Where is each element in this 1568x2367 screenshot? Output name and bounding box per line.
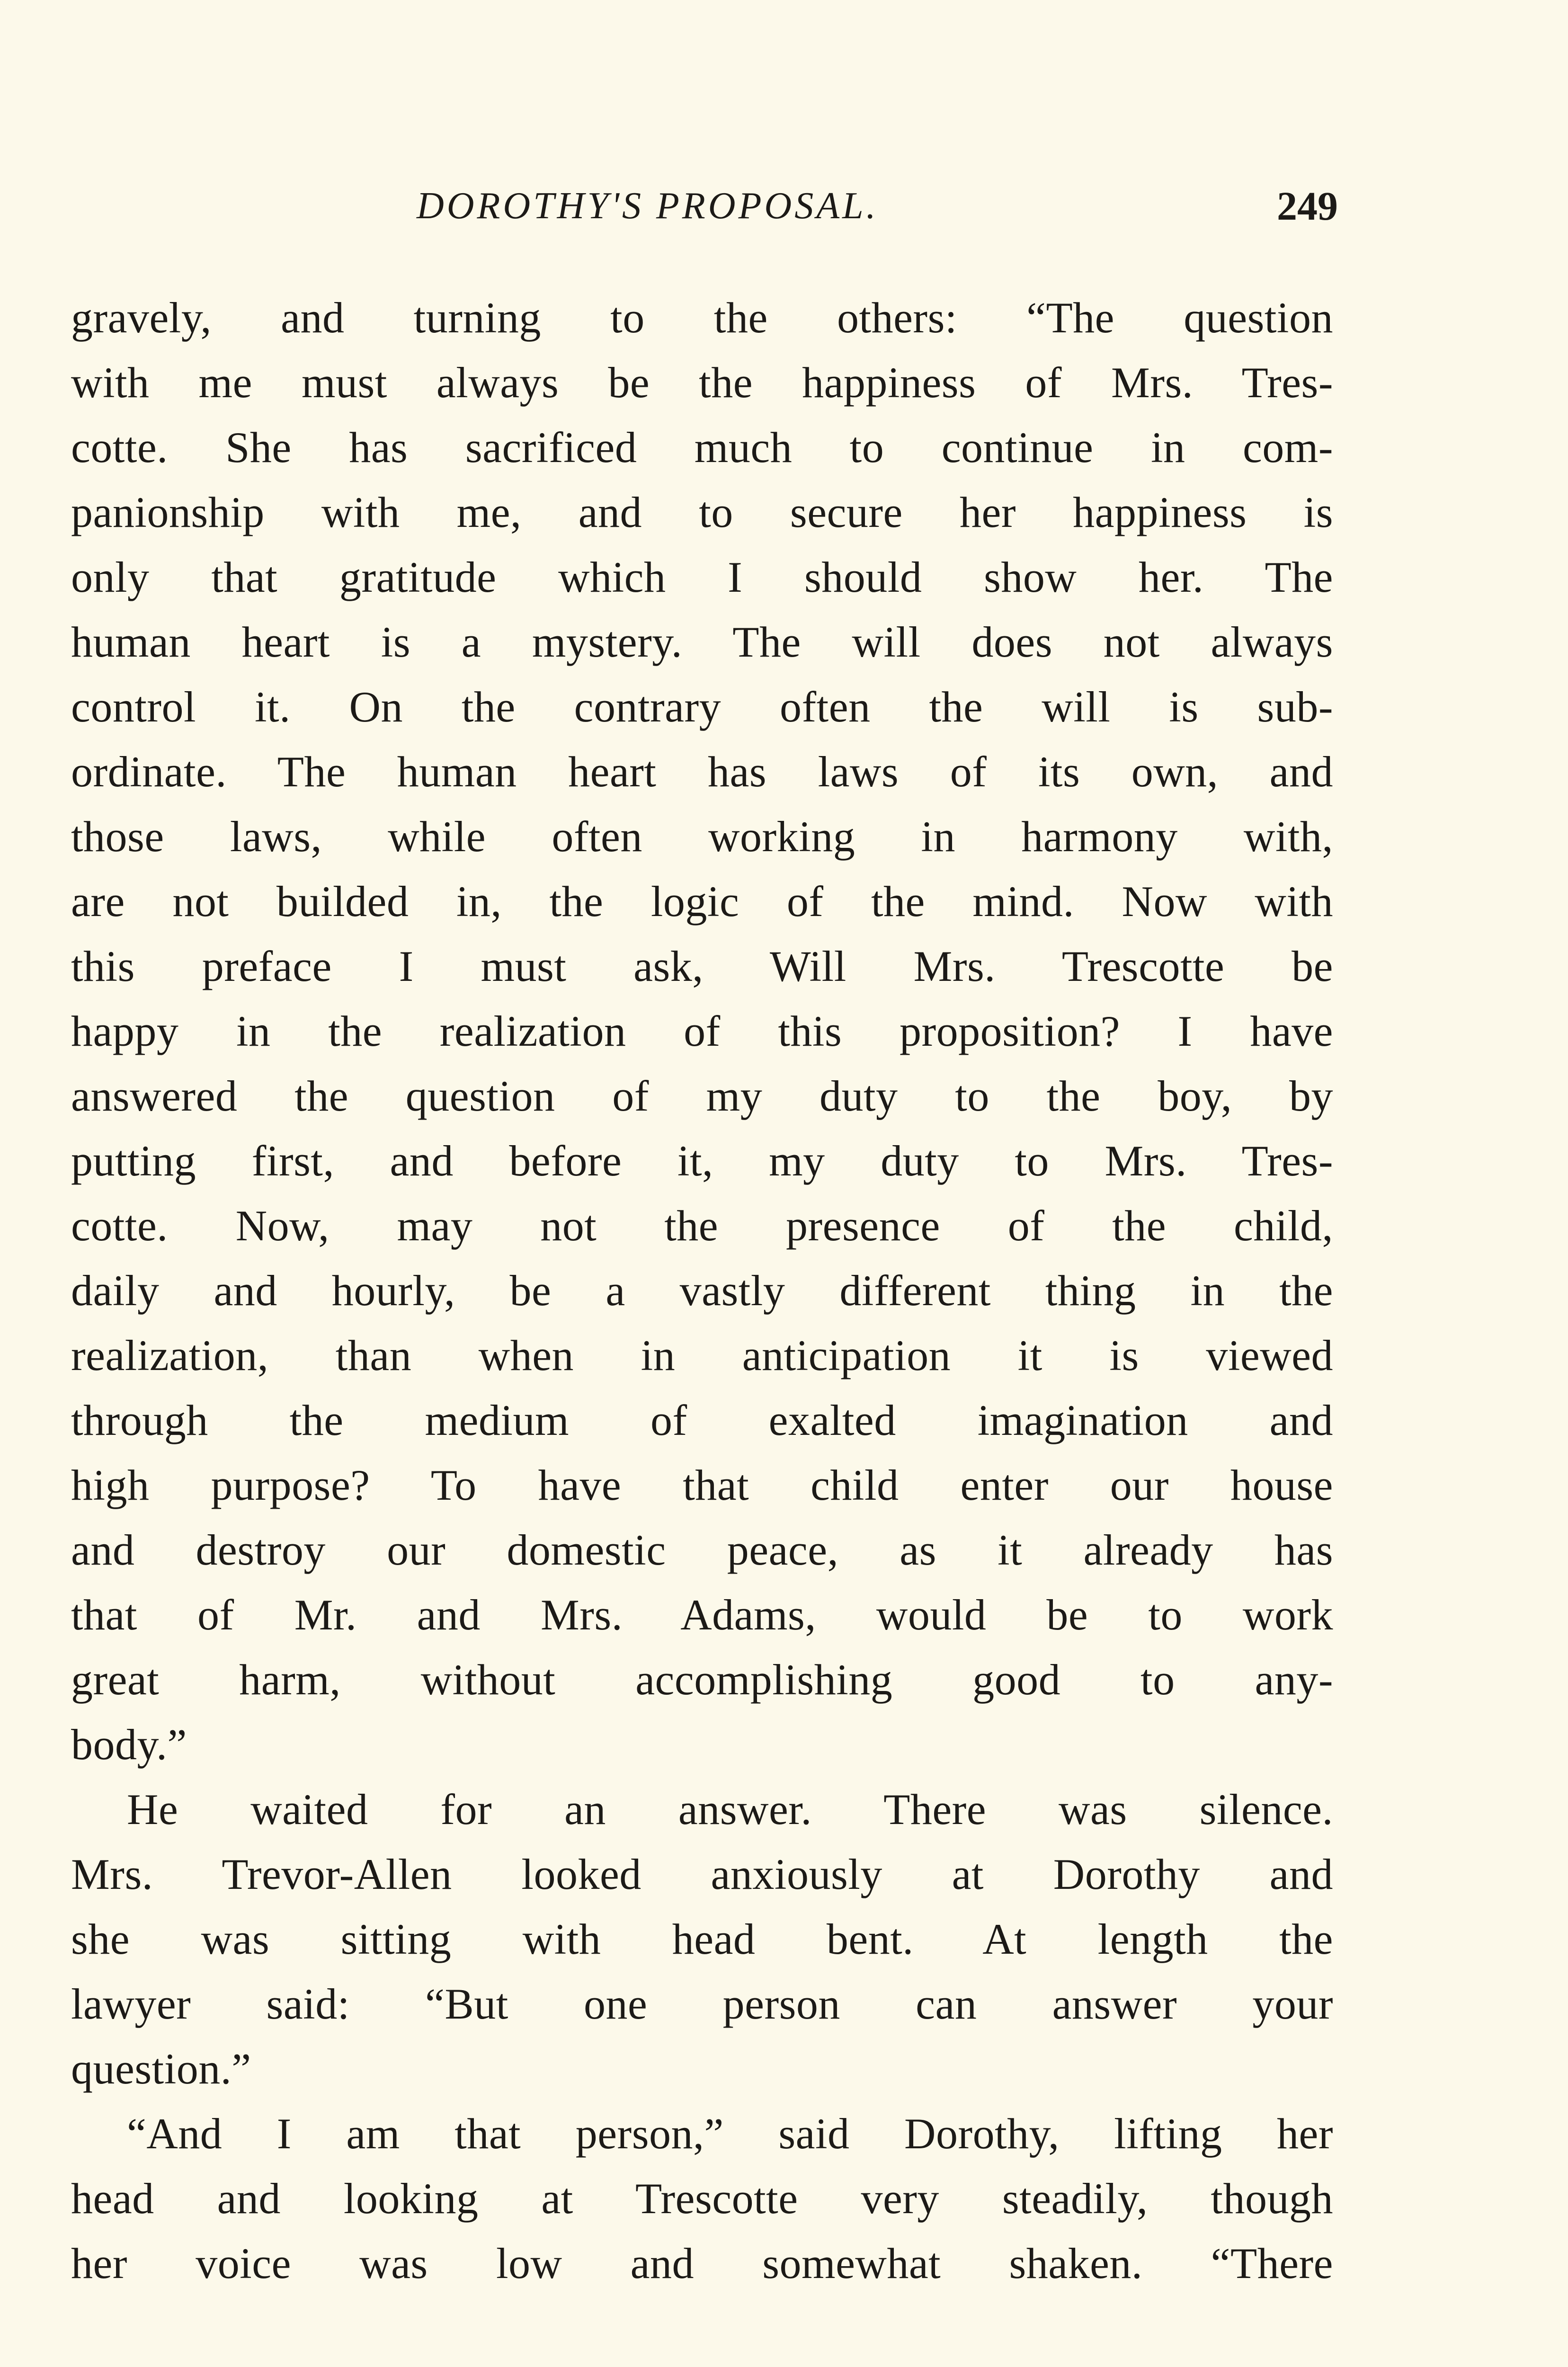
- text-line: body.”: [71, 1720, 187, 1769]
- text-line: cotte. She has sacrificed much to continue in com-: [71, 423, 1333, 472]
- body-text: [71, 285, 1333, 2296]
- text-line: her voice was low and somewhat shaken. “There: [71, 2239, 1333, 2287]
- text-line: answered the question of my duty to the boy, by: [71, 1072, 1333, 1120]
- text-line: cotte. Now, may not the presence of the child,: [71, 1201, 1333, 1250]
- text-line: daily and hourly, be a vastly different thing in the: [71, 1266, 1333, 1315]
- text-line: Mrs. Trevor-Allen looked anxiously at Dorothy and: [71, 1850, 1333, 1898]
- text-line: that of Mr. and Mrs. Adams, would be to work: [71, 1591, 1333, 1639]
- text-line: are not builded in, the logic of the mind. Now with: [71, 877, 1333, 925]
- text-line: putting first, and before it, my duty to Mrs. Tres-: [71, 1137, 1333, 1185]
- text-line: those laws, while often working in harmony with,: [71, 812, 1333, 861]
- text-line: she was sitting with head bent. At length the: [71, 1915, 1333, 1963]
- text-line: “And I am that person,” said Dorothy, lifting her: [127, 2109, 1333, 2158]
- text-line: head and looking at Trescotte very steadily, though: [71, 2174, 1333, 2223]
- text-line: question.”: [71, 2045, 251, 2093]
- text-line: and destroy our domestic peace, as it already has: [71, 1526, 1333, 1574]
- running-head: DOROTHY'S PROPOSAL.: [417, 185, 879, 227]
- text-line: through the medium of exalted imagination and: [71, 1396, 1333, 1444]
- text-line: ordinate. The human heart has laws of its own, and: [71, 747, 1333, 796]
- text-line: lawyer said: “But one person can answer your: [71, 1980, 1333, 2028]
- text-line: happy in the realization of this proposition? I have: [71, 1007, 1333, 1055]
- text-line: panionship with me, and to secure her happiness is: [71, 488, 1333, 536]
- text-line: human heart is a mystery. The will does not always: [71, 618, 1333, 666]
- text-line: control it. On the contrary often the will is sub-: [71, 683, 1333, 731]
- text-line: great harm, without accomplishing good to any-: [71, 1655, 1333, 1704]
- text-line: He waited for an answer. There was silence.: [127, 1785, 1333, 1833]
- text-line: only that gratitude which I should show her. The: [71, 553, 1333, 601]
- text-line: high purpose? To have that child enter our house: [71, 1461, 1333, 1509]
- text-line: realization, than when in anticipation it is viewed: [71, 1331, 1333, 1379]
- text-line: with me must always be the happiness of Mrs. Tres-: [71, 358, 1333, 407]
- page-number: 249: [1277, 183, 1338, 229]
- text-line: gravely, and turning to the others: “The question: [71, 294, 1333, 342]
- text-line: this preface I must ask, Will Mrs. Trescotte be: [71, 942, 1333, 990]
